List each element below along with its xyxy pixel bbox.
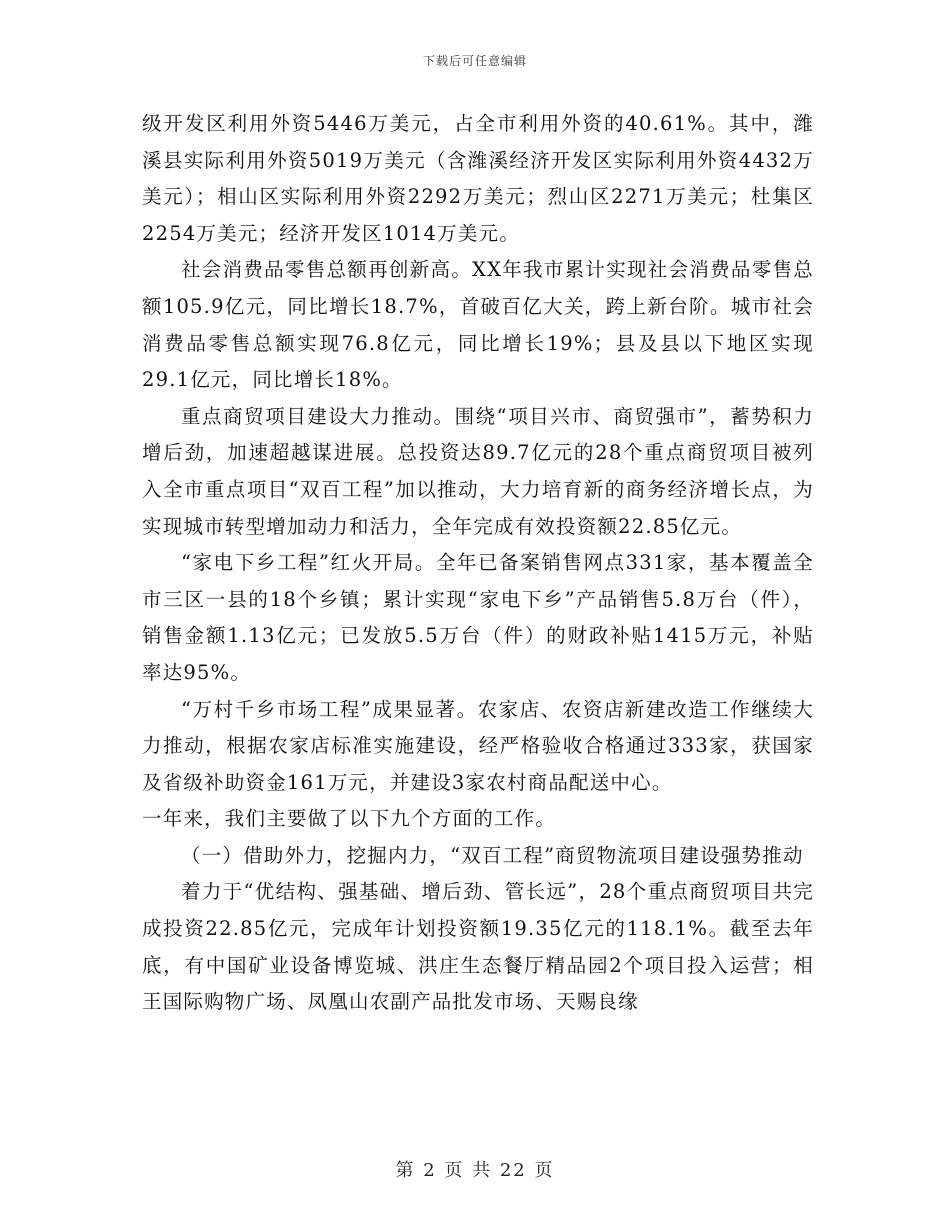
section-heading-1: （一）借助外力，挖掘内力，“双百工程”商贸物流项目建设强势推动 bbox=[181, 843, 804, 867]
paragraph-year-summary: 一年来，我们主要做了以下九个方面的工作。 bbox=[142, 807, 557, 831]
page-number: 第 2 页 共 22 页 bbox=[395, 1160, 555, 1181]
paragraph-retail-sales: 社会消费品零售总额再创新高。XX年我市累计实现社会消费品零售总额105.9亿元，同比增长18.7%，首破百亿大关，跨上新台阶。城市社会消费品零售总额实现76.8亿元，同比增长19%；县及县以下地区实现29.1亿元，同比增长18%。 bbox=[142, 258, 814, 392]
paragraph-foreign-investment: 级开发区利用外资5446万美元，占全市利用外资的40.61%。其中，潍溪县实际利用外资5019万美元（含潍溪经济开发区实际利用外资4432万美元）；相山区实际利用外资2292万美元；烈山区2271万美元；杜集区2254万美元；经济开发区1014万美元。 bbox=[142, 112, 814, 245]
paragraph-key-projects: 重点商贸项目建设大力推动。围绕“项目兴市、商贸强市”，蓄势积力增后劲，加速超越谋进展。总投资达89.7亿元的28个重点商贸项目被列入全市重点项目“双百工程”加以推动，大力培育新的商务经济增长点，为实现城市转型增加动力和活力，全年完成有效投资额22.85亿元。 bbox=[142, 404, 814, 538]
document-body bbox=[142, 106, 814, 1021]
paragraph-investment-progress: 着力于“优结构、强基础、增后劲、管长远”，28个重点商贸项目共完成投资22.85亿元，完成年计划投资额19.35亿元的118.1%。截至去年底，有中国矿业设备博览城、洪庄生态餐厅精品园2个项目投入运营；相王国际购物广场、凤凰山农副产品批发市场、天赐良缘 bbox=[142, 880, 814, 1014]
paragraph-appliances-to-countryside: “家电下乡工程”红火开局。全年已备案销售网点331家，基本覆盖全市三区一县的18个乡镇；累计实现“家电下乡”产品销售5.8万台（件），销售金额1.13亿元；已发放5.5万台（件）的财政补贴1415万元，补贴率达95%。 bbox=[142, 551, 814, 684]
page-header: 下载后可任意编辑 bbox=[422, 54, 527, 68]
paragraph-rural-market-project: “万村千乡市场工程”成果显著。农家店、农资店新建改造工作继续大力推动，根据农家店标准实施建设，经严格验收合格通过333家，获国家及省级补助资金161万元，并建设3家农村商品配送中心。 bbox=[142, 697, 814, 794]
